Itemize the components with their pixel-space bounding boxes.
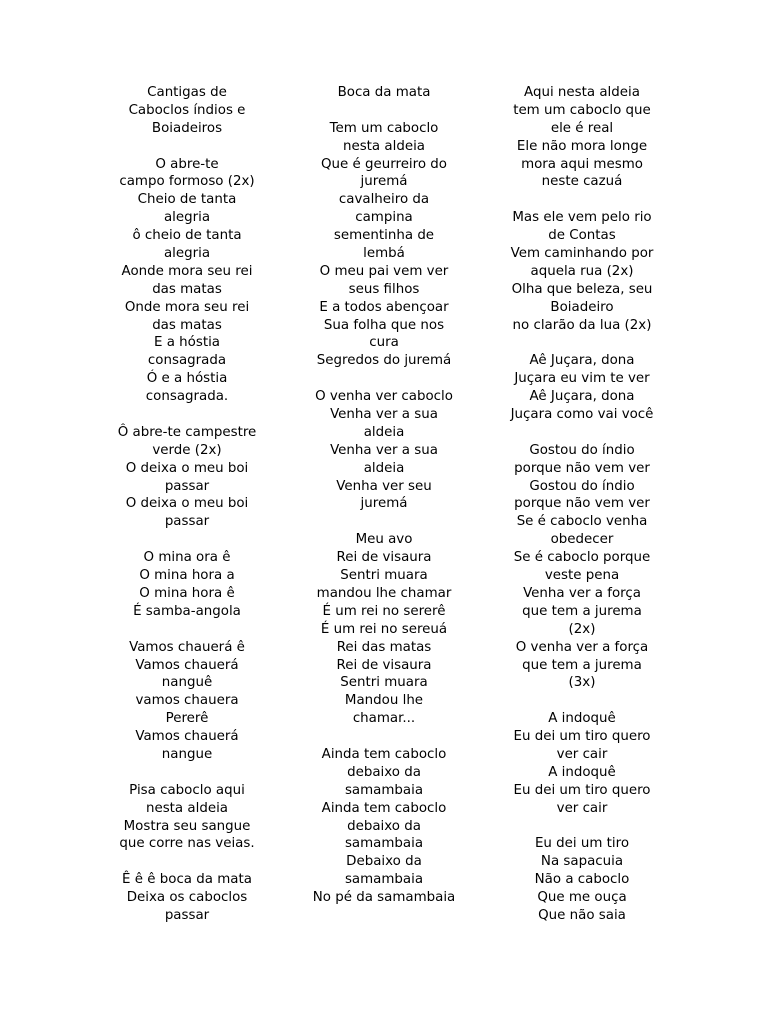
lyric-line: Que não saia bbox=[538, 907, 626, 923]
lyric-line: É um rei no sererê bbox=[322, 603, 446, 619]
lyric-line: Onde mora seu rei bbox=[124, 299, 250, 315]
stanza-break bbox=[487, 818, 677, 836]
lyric-line: ver cair bbox=[556, 800, 608, 816]
lyric-line: campo formoso (2x) bbox=[119, 174, 255, 190]
lyric-line: que tem a jurema bbox=[522, 603, 642, 619]
stanza-break bbox=[92, 853, 282, 871]
stanza-break bbox=[289, 370, 479, 388]
lyric-line: que corre nas veias. bbox=[119, 836, 255, 852]
lyric-line: Venha ver seu bbox=[336, 478, 432, 494]
lyric-line: mandou lhe chamar bbox=[316, 585, 452, 601]
lyric-line: porque não vem ver bbox=[514, 460, 650, 476]
lyric-line: das matas bbox=[152, 281, 222, 297]
lyric-line: Pererê bbox=[165, 711, 209, 727]
lyric-line: (3x) bbox=[568, 675, 596, 691]
lyric-line: Gostou do índio bbox=[529, 478, 635, 494]
stanza-break bbox=[289, 728, 479, 746]
lyric-line: alegria bbox=[163, 246, 211, 262]
lyric-line: Que é geurreiro do bbox=[320, 156, 448, 172]
lyric-line: Não a caboclo bbox=[534, 872, 630, 888]
stanza-break bbox=[92, 764, 282, 782]
lyric-line: O mina ora ê bbox=[143, 550, 231, 566]
lyric-line: Aê Juçara, dona bbox=[529, 389, 635, 405]
lyrics-column-2 bbox=[289, 84, 479, 907]
lyric-line: vamos chauera bbox=[135, 693, 239, 709]
lyric-line: (2x) bbox=[568, 621, 596, 637]
lyric-line: debaixo da bbox=[347, 818, 421, 834]
lyric-line: nesta aldeia bbox=[342, 138, 425, 154]
lyric-line: aldeia bbox=[363, 460, 405, 476]
lyric-line: Pisa caboclo aqui bbox=[129, 782, 245, 798]
lyric-line: Que me ouça bbox=[537, 890, 627, 906]
lyric-line: ver cair bbox=[556, 746, 608, 762]
lyric-line: neste cazuá bbox=[541, 174, 623, 190]
lyric-line: tem um caboclo que bbox=[513, 102, 651, 118]
lyric-line: É um rei no sereuá bbox=[320, 621, 448, 637]
lyric-line: passar bbox=[164, 907, 210, 923]
lyric-line: no clarão da lua (2x) bbox=[512, 317, 652, 333]
lyric-line: passar bbox=[164, 514, 210, 530]
lyric-line: Vamos chauerá bbox=[135, 729, 239, 745]
lyric-line: samambaia bbox=[344, 782, 424, 798]
stanza-break bbox=[487, 424, 677, 442]
lyric-line: samambaia bbox=[344, 836, 424, 852]
lyric-line: Aê Juçara, dona bbox=[529, 353, 635, 369]
stanza-break bbox=[289, 102, 479, 120]
lyric-line: O mina hora a bbox=[139, 568, 235, 584]
stanza-break bbox=[92, 621, 282, 639]
lyric-line: Mostra seu sangue bbox=[123, 818, 251, 834]
lyric-line: ele é real bbox=[550, 120, 614, 136]
lyric-line: campina bbox=[355, 210, 413, 226]
lyric-line: Se é caboclo venha bbox=[516, 514, 648, 530]
lyric-line: veste pena bbox=[544, 568, 620, 584]
lyric-line: O abre-te bbox=[155, 156, 219, 172]
lyric-line: nanguê bbox=[161, 675, 213, 691]
lyric-line: aldeia bbox=[363, 424, 405, 440]
lyric-line: consagrada bbox=[147, 353, 227, 369]
lyric-line: Ô abre-te campestre bbox=[117, 424, 257, 440]
lyric-line: cavalheiro da bbox=[338, 192, 430, 208]
stanza-break bbox=[92, 138, 282, 156]
lyric-line: O meu pai vem ver bbox=[319, 263, 449, 279]
lyric-line: de Contas bbox=[548, 228, 616, 244]
lyric-line: Ele não mora longe bbox=[516, 138, 648, 154]
lyric-line: Cheio de tanta bbox=[137, 192, 237, 208]
lyric-line: Mas ele vem pelo rio bbox=[512, 210, 652, 226]
lyric-line: Olha que beleza, seu bbox=[511, 281, 653, 297]
lyric-line: nangue bbox=[161, 746, 213, 762]
lyric-line: Aonde mora seu rei bbox=[121, 263, 253, 279]
lyric-line: obedecer bbox=[550, 532, 614, 548]
lyric-line: mora aqui mesmo bbox=[521, 156, 643, 172]
lyric-line: Juçara como vai você bbox=[510, 407, 654, 423]
lyric-line: Venha ver a sua bbox=[330, 442, 438, 458]
lyric-line: Sentri muara bbox=[340, 675, 428, 691]
lyric-line: das matas bbox=[152, 317, 222, 333]
lyric-line: juremá bbox=[360, 174, 408, 190]
lyric-line: Juçara eu vim te ver bbox=[514, 371, 650, 387]
lyric-line: É samba-angola bbox=[133, 603, 241, 619]
lyric-line: Rei de visaura bbox=[336, 550, 432, 566]
lyric-line: Caboclos índios e bbox=[128, 102, 246, 118]
lyric-line: Vem caminhando por bbox=[510, 246, 654, 262]
lyric-line: Ainda tem caboclo bbox=[321, 800, 447, 816]
lyric-line: Ainda tem caboclo bbox=[321, 746, 447, 762]
lyric-line: Cantigas de bbox=[147, 85, 227, 100]
lyric-line: Tem um caboclo bbox=[329, 120, 439, 136]
lyric-line: Ó e a hóstia bbox=[146, 371, 228, 387]
lyric-line: aquela rua (2x) bbox=[530, 263, 634, 279]
lyric-line: Rei de visaura bbox=[336, 657, 432, 673]
lyric-line: Boca da mata bbox=[337, 85, 431, 100]
lyric-line: O venha ver a força bbox=[515, 639, 649, 655]
lyrics-column-1 bbox=[92, 84, 282, 925]
lyrics-column-3 bbox=[487, 84, 677, 925]
lyric-line: consagrada. bbox=[145, 389, 229, 405]
stanza-break bbox=[92, 406, 282, 424]
lyric-line: O deixa o meu boi bbox=[125, 496, 249, 512]
lyric-line: Meu avo bbox=[355, 532, 413, 548]
lyric-line: O deixa o meu boi bbox=[125, 460, 249, 476]
lyric-line: E a todos abençoar bbox=[319, 299, 449, 315]
lyric-line: A indoquê bbox=[548, 711, 616, 727]
lyric-line: alegria bbox=[163, 210, 211, 226]
lyric-line: A indoquê bbox=[548, 764, 616, 780]
lyric-line: cura bbox=[369, 335, 399, 351]
lyric-line: ô cheio de tanta bbox=[132, 228, 242, 244]
lyric-line: debaixo da bbox=[347, 764, 421, 780]
lyric-line: Ê ê ê boca da mata bbox=[122, 872, 252, 888]
lyric-line: Sua folha que nos bbox=[323, 317, 445, 333]
stanza-break bbox=[92, 531, 282, 549]
stanza-break bbox=[289, 513, 479, 531]
lyric-line: Gostou do índio bbox=[529, 442, 635, 458]
lyric-line: Debaixo da bbox=[346, 854, 422, 870]
stanza-break bbox=[487, 692, 677, 710]
lyric-line: Segredos do juremá bbox=[316, 353, 452, 369]
lyric-line: Mandou lhe bbox=[344, 693, 424, 709]
lyric-line: que tem a jurema bbox=[522, 657, 642, 673]
lyric-line: Eu dei um tiro quero bbox=[513, 729, 651, 745]
lyric-line: juremá bbox=[360, 496, 408, 512]
lyric-line: chamar... bbox=[352, 711, 416, 727]
lyric-line: lembá bbox=[363, 246, 405, 262]
lyric-line: Aqui nesta aldeia bbox=[524, 85, 640, 100]
lyric-line: Eu dei um tiro bbox=[534, 836, 630, 852]
lyric-line: Venha ver a sua bbox=[330, 407, 438, 423]
lyric-line: Eu dei um tiro quero bbox=[513, 782, 651, 798]
lyric-line: No pé da samambaia bbox=[312, 890, 456, 906]
lyric-line: Vamos chauerá bbox=[135, 657, 239, 673]
lyric-line: Rei das matas bbox=[336, 639, 432, 655]
lyric-line: verde (2x) bbox=[152, 442, 222, 458]
lyric-line: Venha ver a força bbox=[523, 585, 641, 601]
lyric-line: Na sapacuia bbox=[540, 854, 624, 870]
lyric-line: Boiadeiros bbox=[151, 120, 223, 136]
stanza-break bbox=[487, 191, 677, 209]
lyric-line: porque não vem ver bbox=[514, 496, 650, 512]
lyric-line: seus filhos bbox=[348, 281, 420, 297]
stanza-break bbox=[487, 334, 677, 352]
lyric-line: O mina hora ê bbox=[139, 585, 235, 601]
lyric-line: E a hóstia bbox=[153, 335, 220, 351]
lyric-line: Se é caboclo porque bbox=[513, 550, 651, 566]
lyric-line: samambaia bbox=[344, 872, 424, 888]
lyric-line: Vamos chauerá ê bbox=[129, 639, 245, 655]
lyric-line: O venha ver caboclo bbox=[315, 389, 453, 405]
lyric-line: passar bbox=[164, 478, 210, 494]
lyric-line: Sentri muara bbox=[340, 568, 428, 584]
lyric-line: nesta aldeia bbox=[145, 800, 228, 816]
lyric-line: Boiadeiro bbox=[550, 299, 614, 315]
lyric-line: Deixa os caboclos bbox=[126, 890, 248, 906]
lyric-line: sementinha de bbox=[333, 228, 435, 244]
